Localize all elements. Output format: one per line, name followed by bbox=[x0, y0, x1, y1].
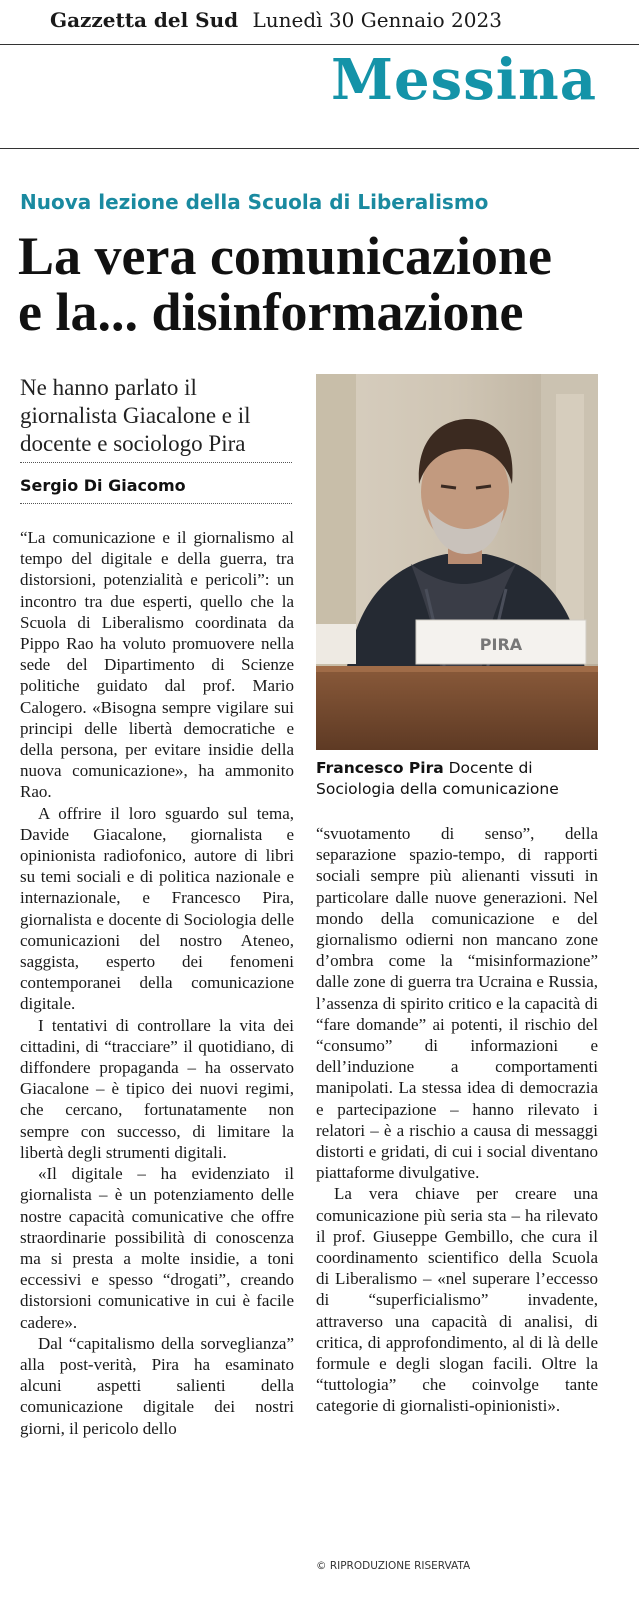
byline-divider-bottom bbox=[20, 503, 292, 504]
nameplate-text: PIRA bbox=[479, 635, 523, 654]
issue-date: Lunedì 30 Gennaio 2023 bbox=[252, 8, 502, 32]
masthead-line bbox=[50, 8, 502, 32]
article-paragraph: “svuotamento di senso”, della separazione spazio-tempo, di rapporti sociali sempre più alienanti vissuti in particolare dalle nuove generazioni. Nel mondo della comunicazione e del giornalismo odierni non mancano zone d’ombra come la “misinformazione” dalle zone di guerra tra Ucraina e Russia, l’assenza di spirito critico e la capacità di “fare domande” ai potenti, il rischio del “consumo” di informazioni e dell’induzione a comportamenti manipolati. La stessa idea di democrazia e partecipazione – hanno rilevato i relatori – è a rischio a causa di messaggi distorti e gridati, di cui i social diventano piattaforme divulgative. bbox=[316, 824, 598, 1183]
article-paragraph: I tentativi di controllare la vita dei cittadini, di “tracciare” il quotidiano, di diffondere propaganda – ha osservato Giacalone – è tipico dei nuovi regimi, che cercano, fortunatamente non sempre con successo, di limitare la libertà degli strumenti digitali. bbox=[20, 1015, 294, 1162]
byline-divider-top bbox=[20, 462, 292, 463]
deck-line-3: docente e sociologo Pira bbox=[20, 431, 246, 456]
article-photo bbox=[316, 374, 598, 750]
article-paragraph: La vera chiave per creare una comunicazione più seria sta – ha rilevato il prof. Giuseppe Gembillo, che cura il coordinamento scientifico della Scuola di Liberalismo – «nel superare l’eccesso di “superficialismo” invadente, attraverso una capacità di analisi, di critica, di approfondimento, al di là delle formule e degli slogan facili. Oltre la “tuttologia” che coinvolge tante categorie di giornalisti-opinionisti». bbox=[316, 1184, 598, 1416]
top-rule bbox=[0, 44, 639, 45]
copyright-notice: © RIPRODUZIONE RISERVATA bbox=[316, 1560, 471, 1572]
article-column-right bbox=[316, 823, 598, 1417]
headline bbox=[18, 228, 618, 340]
newspaper-name: Gazzetta del Sud bbox=[50, 8, 239, 32]
section-rule bbox=[0, 148, 639, 149]
article-paragraph: A offrire il loro sguardo sul tema, Davide Giacalone, giornalista e opinionista radiofonico, autore di libri su temi sociali e di politica nazionale e internazionale, e Francesco Pira, giornalista e docente di Sociologia delle comunicazioni del nostro Ateneo, saggista, esperto dei fenomeni contemporanei della comunicazione digitale. bbox=[20, 803, 294, 1014]
byline: Sergio Di Giacomo bbox=[20, 476, 186, 495]
article-column-left bbox=[20, 527, 294, 1439]
section-title: Messina bbox=[331, 47, 597, 113]
headline-line-2: e la... disinformazione bbox=[18, 282, 524, 342]
photo-caption bbox=[316, 758, 606, 800]
article-paragraph: Dal “capitalismo della sorveglianza” alla post-verità, Pira ha esaminato alcuni aspetti salienti della comunicazione digitale dei nostri giorni, il pericolo dello bbox=[20, 1333, 294, 1438]
caption-name: Francesco Pira bbox=[316, 759, 444, 777]
deck-line-2: giornalista Giacalone e il bbox=[20, 403, 251, 428]
caption-text: Docente di Sociologia della comunicazione bbox=[316, 759, 559, 798]
deck-line-1: Ne hanno parlato il bbox=[20, 375, 197, 400]
kicker: Nuova lezione della Scuola di Liberalismo bbox=[20, 190, 489, 214]
article-paragraph: «Il digitale – ha evidenziato il giornalista – è un potenziamento delle nostre capacità comunicative che offre straordinarie possibilità di conoscenza ma si presta a molte insidie, a toni eccessivi e spesso “drogati”, creando distorsioni comunicative in cui è facile cadere». bbox=[20, 1164, 294, 1332]
headline-line-1: La vera comunicazione bbox=[18, 226, 552, 286]
deck bbox=[20, 374, 295, 458]
article-paragraph: “La comunicazione e il giornalismo al tempo del digitale e della guerra, tra distorsioni, potenzialità e pericoli”: un incontro tra due esperti, quello che la Scuola di Liberalismo coordinata da Pippo Rao ha voluto promuovere nella sede del Dipartimento di Scienze politiche guidato dal prof. Mario Calogero. «Bisogna sempre vigilare sui principi delle libertà democratiche e della persona, per evitare insidie della nuova comunicazione», ha ammonito Rao. bbox=[20, 528, 294, 802]
